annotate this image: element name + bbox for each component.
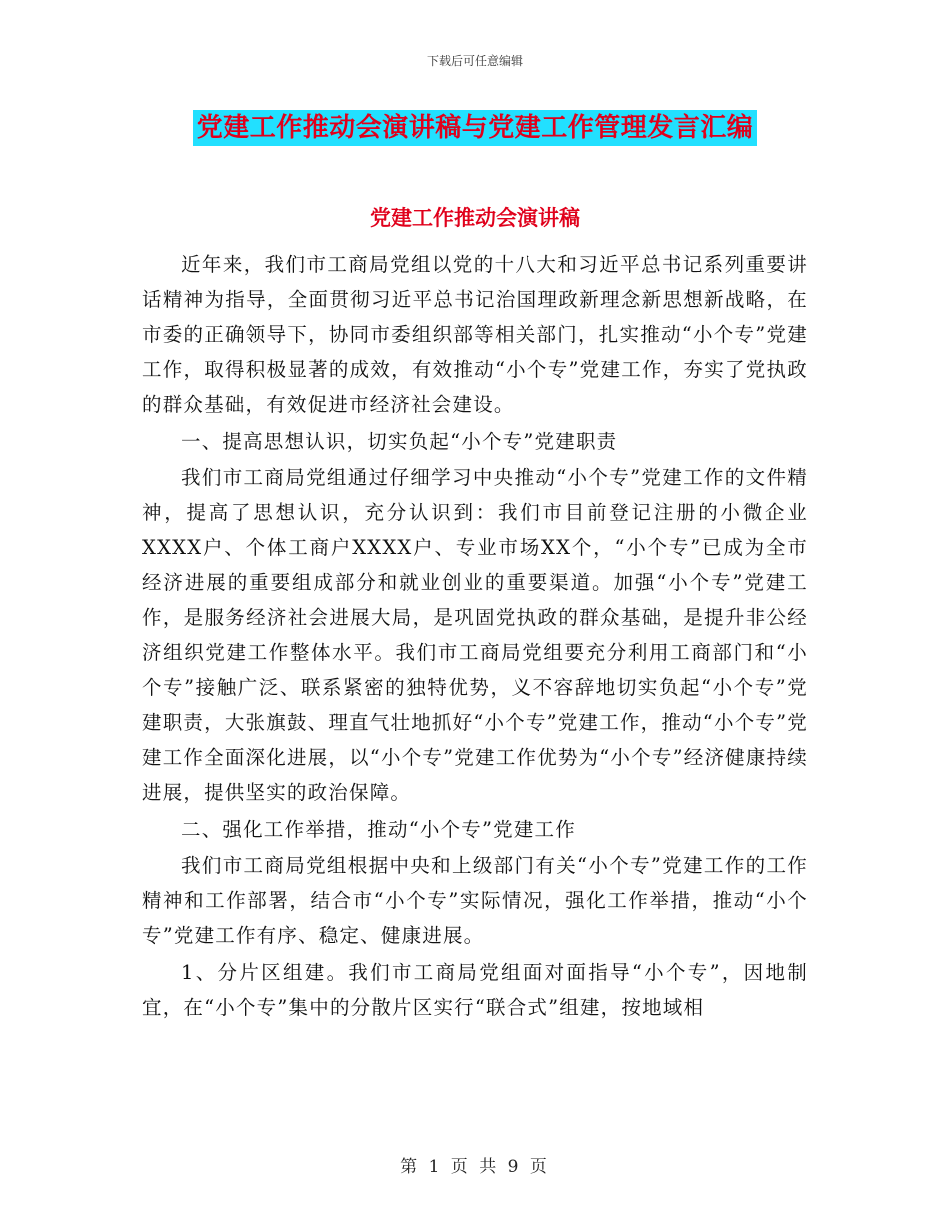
section-heading: 一、提高思想认识，切实负起“小个专”党建职责 xyxy=(181,429,618,453)
page-header-note: 下载后可任意编辑 xyxy=(426,54,523,68)
paragraph: 1、分片区组建。我们市工商局党组面对面指导“小个专”，因地制宜，在“小个专”集中的分散片区实行“联合式”组建，按地域相 xyxy=(142,960,808,1019)
section-heading: 二、强化工作举措，推动“小个专”党建工作 xyxy=(181,817,576,841)
document-body xyxy=(142,247,808,1027)
document-title-text: 党建工作推动会演讲稿与党建工作管理发言汇编 xyxy=(193,110,758,146)
page-number: 第 1 页 共 9 页 xyxy=(400,1157,550,1177)
paragraph: 我们市工商局党组通过仔细学习中央推动“小个专”党建工作的文件精神，提高了思想认识，充分认识到：我们市目前登记注册的小微企业XXXX户、个体工商户XXXX户、专业市场XX个，“小个专”已成为全市经济进展的重要组成部分和就业创业的重要渠道。加强“小个专”党建工作，是服务经济社会进展大局，是巩固党执政的群众基础，是提升非公经济组织党建工作整体水平。我们市工商局党组要充分利用工商部门和“小个专”接触广泛、联系紧密的独特优势，义不容辞地切实负起“小个专”党建职责，大张旗鼓、理直气壮地抓好“小个专”党建工作，推动“小个专”党建工作全面深化进展，以“小个专”党建工作优势为“小个专”经济健康持续进展，提供坚实的政治保障。 xyxy=(142,466,808,805)
section-title: 党建工作推动会演讲稿 xyxy=(370,205,580,230)
document-title xyxy=(0,110,950,146)
paragraph: 近年来，我们市工商局党组以党的十八大和习近平总书记系列重要讲话精神为指导，全面贯彻习近平总书记治国理政新理念新思想新战略，在市委的正确领导下，协同市委组织部等相关部门，扎实推动“小个专”党建工作，取得积极显著的成效，有效推动“小个专”党建工作，夯实了党执政的群众基础，有效促进市经济社会建设。 xyxy=(142,253,808,416)
paragraph: 我们市工商局党组根据中央和上级部门有关“小个专”党建工作的工作精神和工作部署，结合市“小个专”实际情况，强化工作举措，推动“小个专”党建工作有序、稳定、健康进展。 xyxy=(142,854,808,948)
